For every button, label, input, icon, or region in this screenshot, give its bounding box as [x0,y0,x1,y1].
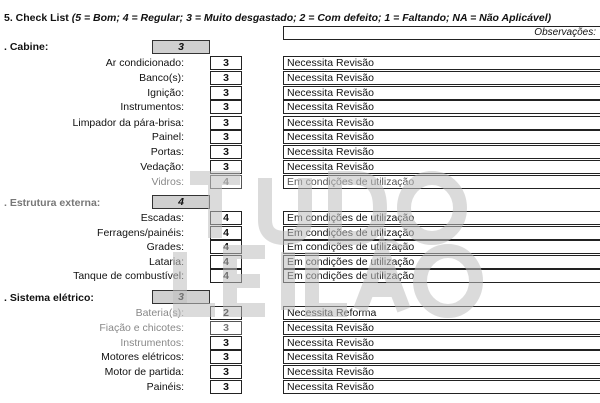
item-observation: Necessita Reforma [283,306,600,320]
item-score: 4 [210,269,242,283]
item-label: Vedação: [140,161,184,173]
item-label: Fiação e chicotes: [99,322,184,334]
item-score: 3 [210,100,242,114]
item-score: 4 [210,226,242,240]
item-observation: Necessita Revisão [283,350,600,364]
item-observation: Necessita Revisão [283,116,600,130]
section-score-cabine: 3 [152,40,210,54]
item-score: 4 [210,255,242,269]
item-observation: Necessita Revisão [283,336,600,350]
item-score: 3 [210,321,242,335]
item-label: Grades: [146,241,184,253]
item-observation: Necessita Revisão [283,56,600,70]
rating-legend: (5 = Bom; 4 = Regular; 3 = Muito desgastado; 2 = Com defeito; 1 = Faltando; NA = Não Aplicável) [71,12,552,24]
section-title-cabine: . Cabine: [4,41,49,53]
item-observation: Necessita Revisão [283,160,600,174]
checklist-header [4,12,551,24]
item-score: 3 [210,365,242,379]
item-label: Tanque de combustível: [73,270,184,282]
item-label: Lataria: [148,256,184,268]
item-score: 3 [210,350,242,364]
item-score: 3 [210,160,242,174]
item-label: Limpador da pára-brisa: [72,117,184,129]
item-label: Escadas: [140,212,184,224]
item-observation: Necessita Revisão [283,365,600,379]
item-label: Vidros: [151,176,184,188]
item-label: Instrumentos: [120,337,184,349]
item-label: Ar condicionado: [105,57,184,69]
item-label: Motor de partida: [104,366,184,378]
item-label: Portas: [150,146,184,158]
item-observation: Necessita Revisão [283,130,600,144]
item-observation: Necessita Revisão [283,145,600,159]
section-score-estrutura-externa: 4 [152,195,210,209]
item-label: Ferragens/painéis: [97,227,184,239]
section-title-estrutura-externa: . Estrutura externa: [4,197,101,209]
item-score: 4 [210,240,242,254]
item-score: 3 [210,380,242,394]
item-score: 3 [210,336,242,350]
item-label: Banco(s): [139,72,184,84]
item-observation: Em condições de utilização [283,240,600,254]
item-score: 3 [210,71,242,85]
section-title-sistema-eletrico: . Sistema elétrico: [4,292,94,304]
item-observation: Em condições de utilização [283,175,600,189]
item-observation: Necessita Revisão [283,380,600,394]
item-observation: Necessita Revisão [283,71,600,85]
item-observation: Em condições de utilização [283,226,600,240]
item-score: 3 [210,56,242,70]
item-score: 4 [210,175,242,189]
item-observation: Necessita Revisão [283,86,600,100]
item-score: 3 [210,145,242,159]
item-label: Motores elétricos: [101,351,184,363]
item-label: Ignição: [147,87,184,99]
item-observation: Em condições de utilização [283,269,600,283]
observations-header-cell [283,26,600,40]
item-score: 3 [210,116,242,130]
item-score: 4 [210,211,242,225]
item-score: 3 [210,130,242,144]
item-label: Bateria(s): [135,307,184,319]
item-label: Painel: [151,131,184,143]
item-observation: Em condições de utilização [283,255,600,269]
item-score: 3 [210,86,242,100]
item-observation: Necessita Revisão [283,321,600,335]
item-observation: Em condições de utilização [283,211,600,225]
item-label: Instrumentos: [120,101,184,113]
observations-label: Observações: [534,27,596,38]
item-observation: Necessita Revisão [283,100,600,114]
item-score: 2 [210,306,242,320]
checklist-title: 5. Check List [4,12,69,24]
section-score-sistema-eletrico: 3 [152,290,210,304]
item-label: Painéis: [146,381,184,393]
